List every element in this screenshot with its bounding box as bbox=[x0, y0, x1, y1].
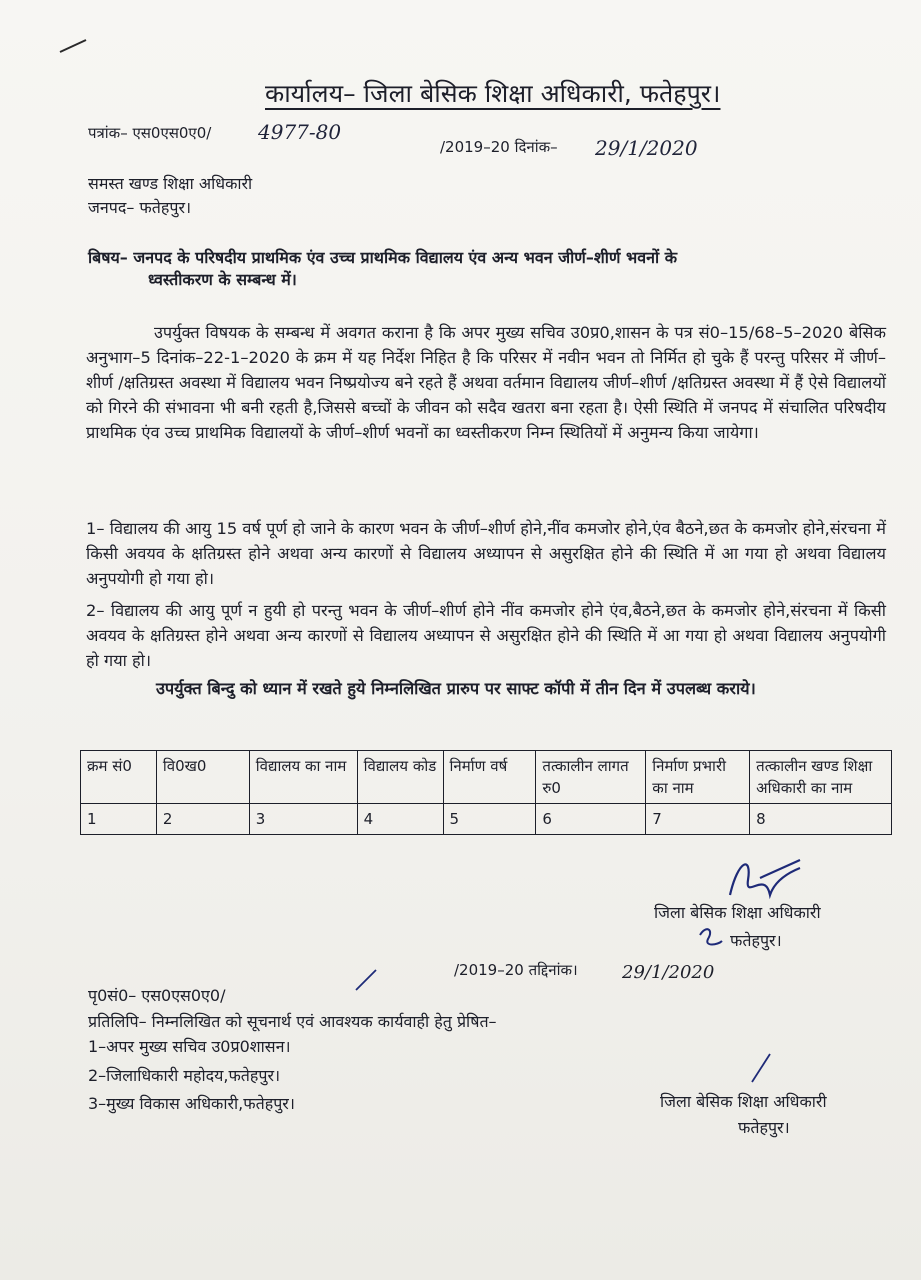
table-header-cell: वि0ख0 bbox=[156, 751, 249, 804]
pen-mark bbox=[60, 40, 86, 52]
table-cell: 4 bbox=[357, 804, 443, 835]
signature1-place: फतेहपुर। bbox=[730, 931, 782, 950]
copy-ref: पृ0सं0– एस0एस0ए0/ bbox=[88, 986, 226, 1005]
letter-ref-year: /2019–20 दिनांक– bbox=[440, 138, 558, 156]
table-cell: 1 bbox=[81, 804, 157, 835]
body-paragraph-1: उपर्युक्त विषयक के सम्बन्ध में अवगत कराना है कि अपर मुख्य सचिव उ0प्र0,शासन के पत्र सं0–15/68–5–2020 बेसिक अनुभाग–5 दिनांक–22-1–2020 के क्रम में यह निर्देश निहित है कि परिसर में नवीन भवन तो निर्मित हो चुके हैं परन्तु परिसर में जीर्ण–शीर्ण /क्षतिग्रस्त अवस्था में विद्यालय भवन निष्प्रयोज्य बने रहते हैं अथवा वर्तमान विद्यालय जीर्ण–शीर्ण /क्षतिग्रस्त अवस्था में हैं ऐसे विद्यालयों को गिरने की संभावना भी बनी रहती है,जिससे बच्चों के जीवन को सदैव खतरा बना रहता है। ऐसी स्थिति में जनपद में संचालित परिषदीय प्राथमिक एंव उच्च प्राथमिक विद्यालयों के जीर्ण–शीर्ण भवनों का ध्वस्तीकरण निम्न स्थितियों में अनुमन्य किया जायेगा। bbox=[86, 323, 886, 442]
letter-date: 29/1/2020 bbox=[595, 136, 698, 160]
copy-year: /2019–20 तद्दिनांक। bbox=[454, 961, 578, 979]
table-cell: 6 bbox=[536, 804, 646, 835]
tick-mark bbox=[356, 970, 376, 990]
letter-ref-prefix: पत्रांक– एस0एस0ए0/ bbox=[88, 124, 212, 142]
letter-ref-number: 4977-80 bbox=[258, 120, 342, 144]
signature-mark bbox=[730, 860, 800, 895]
table-header-cell: तत्कालीन खण्ड शिक्षा अधिकारी का नाम bbox=[750, 751, 892, 804]
table-cell: 5 bbox=[443, 804, 536, 835]
signature1-designation: जिला बेसिक शिक्षा अधिकारी bbox=[654, 903, 821, 922]
body-paragraph-2: 1– विद्यालय की आयु 15 वर्ष पूर्ण हो जाने के कारण भवन के जीर्ण–शीर्ण होने,नींव कमजोर होने,एंव बैठने,छत के कमजोर होने,संरचना में किसी अवयव के क्षतिग्रस्त होने अथवा अन्य कारणों से विद्यालय अध्यापन से असुरक्षित होने की स्थिति में आ गया हो अथवा विद्यालय अनुपयोगी हो गया हो। bbox=[86, 519, 886, 588]
subject-line1: बिषय– जनपद के परिषदीय प्राथमिक एंव उच्च प्राथमिक विद्यालय एंव अन्य भवन जीर्ण–शीर्ण भवनों के bbox=[88, 248, 678, 267]
table-cell: 8 bbox=[750, 804, 892, 835]
body-paragraph-3: 2– विद्यालय की आयु पूर्ण न हुयी हो परन्तु भवन के जीर्ण–शीर्ण होने नींव कमजोर होने एंव,बैठने,छत के कमजोर होने,संरचना में किसी अवयव के क्षतिग्रस्त होने अथवा अन्य कारणों से विद्यालय अध्यापन से असुरक्षित होने की स्थिति में आ गया हो अथवा विद्यालय अनुपयोगी हो गया हो। bbox=[86, 601, 886, 670]
copy-date: 29/1/2020 bbox=[622, 962, 715, 983]
addressee-line2: जनपद– फतेहपुर। bbox=[88, 198, 192, 217]
signature2-place: फतेहपुर। bbox=[738, 1118, 790, 1137]
addressee-line1: समस्त खण्ड शिक्षा अधिकारी bbox=[88, 174, 253, 193]
subject-line2: ध्वस्तीकरण के सम्बन्ध में। bbox=[148, 270, 297, 289]
table-cell: 2 bbox=[156, 804, 249, 835]
table-header-cell: विद्यालय कोड bbox=[357, 751, 443, 804]
table-header-cell: विद्यालय का नाम bbox=[249, 751, 357, 804]
copy-intro: प्रतिलिपि– निम्नलिखित को सूचनार्थ एवं आवश्यक कार्यवाही हेतु प्रेषित– bbox=[88, 1012, 497, 1031]
signature2-designation: जिला बेसिक शिक्षा अधिकारी bbox=[660, 1092, 827, 1111]
table-header-cell: निर्माण प्रभारी का नाम bbox=[646, 751, 750, 804]
table-header-cell: तत्कालीन लागत रु0 bbox=[536, 751, 646, 804]
table-header-cell: क्रम सं0 bbox=[81, 751, 157, 804]
body-paragraph-4: उपर्युक्त बिन्दु को ध्यान में रखते हुये निम्नलिखित प्रारुप पर साफ्ट कॉपी में तीन दिन में उपलब्ध कराये। bbox=[156, 679, 756, 698]
office-title: कार्यालय– जिला बेसिक शिक्षा अधिकारी, फतेहपुर। bbox=[265, 79, 721, 108]
table-header-cell: निर्माण वर्ष bbox=[443, 751, 536, 804]
copy-item-3: 3–मुख्य विकास अधिकारी,फतेहपुर। bbox=[88, 1094, 295, 1113]
copy-item-2: 2–जिलाधिकारी महोदय,फतेहपुर। bbox=[88, 1066, 281, 1085]
table-cell: 3 bbox=[249, 804, 357, 835]
signature-flourish bbox=[700, 929, 722, 944]
copy-item-1: 1–अपर मुख्य सचिव उ0प्र0शासन। bbox=[88, 1037, 291, 1056]
tick-mark-2 bbox=[752, 1054, 770, 1082]
table-cell: 7 bbox=[646, 804, 750, 835]
